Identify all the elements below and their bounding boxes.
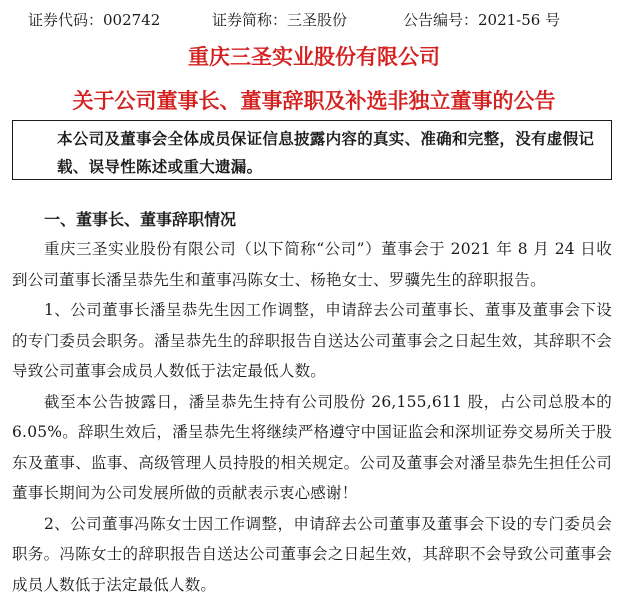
- stock-short-name: 证券简称：三圣股份: [212, 11, 348, 29]
- paragraph: 重庆三圣实业股份有限公司（以下简称“公司”）董事会于 2021 年 8 月 24 日收到公司董事长潘呈恭先生和董事冯陈女士、杨艳女士、罗骥先生的辞职报告。: [12, 240, 612, 289]
- paragraph: 2、公司董事冯陈女士因工作调整，申请辞去公司董事及董事会下设的专门委员会职务。冯陈女士的辞职报告自送达公司董事会之日起生效，其辞职不会导致公司董事会成员人数低于法定最低人数。: [12, 514, 612, 594]
- company-name: 重庆三圣实业股份有限公司: [188, 45, 440, 69]
- announcement-number: 公告编号：2021-56 号: [403, 11, 561, 29]
- announcement-title: 关于公司董事长、董事辞职及补选非独立董事的公告: [72, 89, 556, 113]
- disclaimer-box: [12, 120, 612, 180]
- stock-code: 证券代码：002742: [28, 11, 161, 29]
- document-header: [0, 8, 628, 32]
- paragraph: 截至本公告披露日，潘呈恭先生持有公司股份 26,155,611 股，占公司总股本的 6.05%。辞职生效后，潘呈恭先生将继续严格遵守中国证监会和深圳证券交易所关于股东及董事、监事、高级管理人员持股的相关规定。公司及董事会对潘呈恭先生担任公司董事长期间为公司发展所做的贡献表示衷心感谢！: [12, 392, 612, 502]
- paragraph: 1、公司董事长潘呈恭先生因工作调整，申请辞去公司董事长、董事及董事会下设的专门委员会职务。潘呈恭先生的辞职报告自送达公司董事会之日起生效，其辞职不会导致公司董事会成员人数低于法定最低人数。: [12, 301, 612, 380]
- disclaimer-text: 本公司及董事会全体成员保证信息披露内容的真实、准确和完整，没有虚假记载、误导性陈述或重大遗漏。: [57, 130, 595, 176]
- section-heading: 一、董事长、董事辞职情况: [44, 210, 237, 229]
- body-text: [12, 234, 612, 600]
